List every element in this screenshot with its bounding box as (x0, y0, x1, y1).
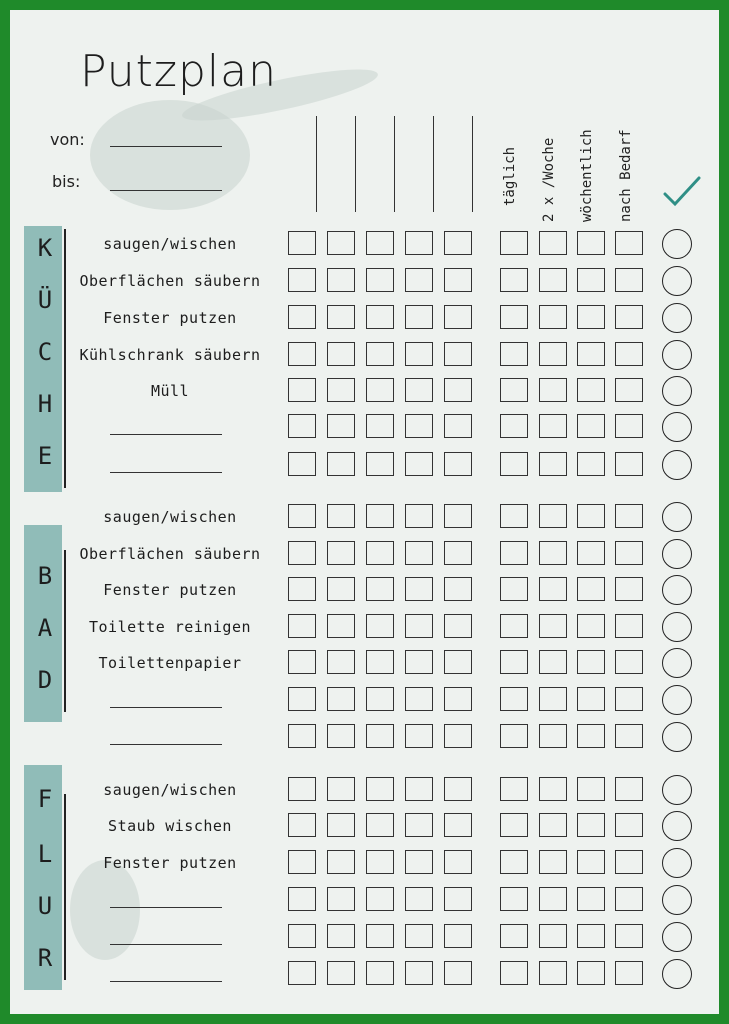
date-checkbox[interactable] (327, 577, 355, 601)
to-label: bis: (52, 172, 81, 191)
frequency-checkbox[interactable] (539, 650, 567, 674)
frequency-checkbox[interactable] (615, 378, 643, 402)
date-checkbox[interactable] (327, 777, 355, 801)
done-circle[interactable] (662, 502, 692, 532)
date-checkbox[interactable] (405, 452, 433, 476)
done-circle[interactable] (662, 811, 692, 841)
date-checkbox[interactable] (444, 850, 472, 874)
frequency-checkbox[interactable] (500, 577, 528, 601)
done-circle[interactable] (662, 575, 692, 605)
frequency-checkbox[interactable] (577, 452, 605, 476)
section-letter: K (37, 234, 53, 262)
frequency-checkbox[interactable] (577, 850, 605, 874)
frequency-checkbox[interactable] (615, 452, 643, 476)
cleaning-plan-sheet (10, 10, 719, 1014)
task-blank-line[interactable] (110, 434, 222, 435)
frequency-checkbox[interactable] (577, 231, 605, 255)
done-circle[interactable] (662, 775, 692, 805)
page-title: Putzplan (80, 46, 277, 97)
section-letter: Ü (37, 286, 53, 314)
task-blank-line[interactable] (110, 981, 222, 982)
date-checkbox[interactable] (366, 961, 394, 985)
date-checkbox[interactable] (444, 452, 472, 476)
date-checkbox[interactable] (444, 541, 472, 565)
date-checkbox[interactable] (405, 231, 433, 255)
date-checkbox[interactable] (405, 887, 433, 911)
frequency-checkbox[interactable] (577, 813, 605, 837)
frequency-checkbox[interactable] (615, 342, 643, 366)
frequency-checkbox[interactable] (500, 268, 528, 292)
frequency-checkbox[interactable] (577, 724, 605, 748)
date-checkbox[interactable] (405, 961, 433, 985)
date-checkbox[interactable] (366, 813, 394, 837)
date-checkbox[interactable] (288, 887, 316, 911)
date-checkbox[interactable] (327, 650, 355, 674)
date-checkbox[interactable] (288, 268, 316, 292)
frequency-checkbox[interactable] (500, 342, 528, 366)
date-checkbox[interactable] (288, 924, 316, 948)
frequency-checkbox[interactable] (500, 924, 528, 948)
frequency-checkbox[interactable] (615, 850, 643, 874)
frequency-checkbox[interactable] (615, 268, 643, 292)
date-checkbox[interactable] (288, 541, 316, 565)
section-letter: E (37, 442, 53, 470)
section-letter: L (37, 840, 53, 868)
section-letter: R (37, 944, 53, 972)
date-checkbox[interactable] (444, 813, 472, 837)
frequency-checkbox[interactable] (577, 614, 605, 638)
frequency-checkbox[interactable] (615, 687, 643, 711)
header-daily: täglich (502, 146, 518, 206)
frequency-checkbox[interactable] (577, 414, 605, 438)
frequency-checkbox[interactable] (539, 414, 567, 438)
date-checkbox[interactable] (405, 342, 433, 366)
date-checkbox[interactable] (366, 342, 394, 366)
date-checkbox[interactable] (288, 577, 316, 601)
task-label: Fenster putzen (103, 581, 237, 599)
date-checkbox[interactable] (444, 414, 472, 438)
task-label: Toilette reinigen (88, 618, 252, 636)
date-checkbox[interactable] (405, 724, 433, 748)
date-checkbox[interactable] (405, 813, 433, 837)
frequency-checkbox[interactable] (500, 777, 528, 801)
date-checkbox[interactable] (444, 378, 472, 402)
date-checkbox[interactable] (444, 961, 472, 985)
date-checkbox[interactable] (405, 504, 433, 528)
frequency-checkbox[interactable] (500, 541, 528, 565)
section-letter: A (37, 614, 53, 642)
frequency-checkbox[interactable] (615, 777, 643, 801)
frequency-checkbox[interactable] (577, 887, 605, 911)
date-checkbox[interactable] (444, 687, 472, 711)
done-circle[interactable] (662, 722, 692, 752)
date-checkbox[interactable] (288, 813, 316, 837)
date-column-divider (433, 116, 434, 212)
date-checkbox[interactable] (366, 887, 394, 911)
date-checkbox[interactable] (366, 724, 394, 748)
date-checkbox[interactable] (444, 231, 472, 255)
date-checkbox[interactable] (366, 687, 394, 711)
frequency-checkbox[interactable] (500, 724, 528, 748)
frequency-checkbox[interactable] (500, 887, 528, 911)
date-checkbox[interactable] (288, 452, 316, 476)
date-checkbox[interactable] (288, 342, 316, 366)
date-checkbox[interactable] (366, 541, 394, 565)
date-checkbox[interactable] (405, 777, 433, 801)
frequency-checkbox[interactable] (577, 961, 605, 985)
task-label: Müll (150, 382, 190, 400)
date-checkbox[interactable] (444, 305, 472, 329)
done-circle[interactable] (662, 340, 692, 370)
date-checkbox[interactable] (288, 687, 316, 711)
date-checkbox[interactable] (444, 777, 472, 801)
frequency-checkbox[interactable] (539, 961, 567, 985)
date-checkbox[interactable] (405, 414, 433, 438)
date-checkbox[interactable] (327, 961, 355, 985)
date-checkbox[interactable] (366, 231, 394, 255)
date-checkbox[interactable] (327, 414, 355, 438)
date-column-divider (355, 116, 356, 212)
header-twice-weekly: 2 x /Woche (541, 137, 557, 222)
section-divider (64, 229, 66, 488)
done-circle[interactable] (662, 612, 692, 642)
date-checkbox[interactable] (366, 614, 394, 638)
frequency-checkbox[interactable] (500, 850, 528, 874)
date-column-divider (394, 116, 395, 212)
frequency-checkbox[interactable] (577, 305, 605, 329)
frequency-checkbox[interactable] (500, 378, 528, 402)
frequency-checkbox[interactable] (500, 414, 528, 438)
frequency-checkbox[interactable] (500, 305, 528, 329)
date-checkbox[interactable] (366, 924, 394, 948)
date-checkbox[interactable] (366, 378, 394, 402)
frequency-checkbox[interactable] (577, 504, 605, 528)
section-letter: H (37, 390, 53, 418)
frequency-checkbox[interactable] (539, 777, 567, 801)
task-label: saugen/wischen (103, 781, 237, 799)
date-checkbox[interactable] (405, 924, 433, 948)
done-circle[interactable] (662, 922, 692, 952)
date-checkbox[interactable] (327, 687, 355, 711)
from-date-field[interactable] (110, 146, 222, 147)
task-blank-line[interactable] (110, 907, 222, 908)
date-checkbox[interactable] (405, 687, 433, 711)
section-divider (64, 794, 66, 980)
task-label: Kühlschrank säubern (79, 346, 261, 364)
date-checkbox[interactable] (288, 650, 316, 674)
frequency-checkbox[interactable] (615, 813, 643, 837)
frequency-checkbox[interactable] (539, 614, 567, 638)
frequency-checkbox[interactable] (539, 378, 567, 402)
paint-splash (70, 860, 140, 960)
date-checkbox[interactable] (327, 887, 355, 911)
date-checkbox[interactable] (327, 850, 355, 874)
done-circle[interactable] (662, 848, 692, 878)
task-label: Staub wischen (108, 817, 232, 835)
date-checkbox[interactable] (444, 724, 472, 748)
date-checkbox[interactable] (366, 504, 394, 528)
frequency-checkbox[interactable] (615, 504, 643, 528)
frequency-checkbox[interactable] (539, 687, 567, 711)
date-checkbox[interactable] (327, 342, 355, 366)
header-as-needed: nach Bedarf (618, 129, 634, 222)
date-checkbox[interactable] (444, 268, 472, 292)
date-checkbox[interactable] (288, 378, 316, 402)
frequency-checkbox[interactable] (500, 614, 528, 638)
date-checkbox[interactable] (327, 504, 355, 528)
task-label: Fenster putzen (103, 309, 237, 327)
date-checkbox[interactable] (327, 452, 355, 476)
frequency-checkbox[interactable] (539, 850, 567, 874)
date-checkbox[interactable] (405, 577, 433, 601)
date-checkbox[interactable] (366, 577, 394, 601)
frequency-checkbox[interactable] (539, 342, 567, 366)
frequency-checkbox[interactable] (615, 414, 643, 438)
frequency-checkbox[interactable] (500, 961, 528, 985)
task-label: saugen/wischen (103, 235, 237, 253)
to-date-field[interactable] (110, 190, 222, 191)
date-checkbox[interactable] (366, 777, 394, 801)
date-checkbox[interactable] (366, 650, 394, 674)
date-checkbox[interactable] (288, 777, 316, 801)
date-checkbox[interactable] (288, 231, 316, 255)
date-checkbox[interactable] (444, 887, 472, 911)
frequency-checkbox[interactable] (577, 541, 605, 565)
task-label: saugen/wischen (103, 508, 237, 526)
done-circle[interactable] (662, 648, 692, 678)
frequency-checkbox[interactable] (577, 577, 605, 601)
done-circle[interactable] (662, 685, 692, 715)
frequency-checkbox[interactable] (539, 452, 567, 476)
frequency-checkbox[interactable] (577, 777, 605, 801)
date-checkbox[interactable] (366, 268, 394, 292)
date-checkbox[interactable] (366, 850, 394, 874)
frequency-checkbox[interactable] (577, 342, 605, 366)
frequency-checkbox[interactable] (539, 887, 567, 911)
date-checkbox[interactable] (444, 504, 472, 528)
task-label: Fenster putzen (103, 854, 237, 872)
date-checkbox[interactable] (366, 414, 394, 438)
frequency-checkbox[interactable] (577, 650, 605, 674)
date-checkbox[interactable] (405, 541, 433, 565)
frequency-checkbox[interactable] (577, 268, 605, 292)
frequency-checkbox[interactable] (539, 305, 567, 329)
done-circle[interactable] (662, 450, 692, 480)
date-checkbox[interactable] (405, 305, 433, 329)
date-checkbox[interactable] (288, 614, 316, 638)
frequency-checkbox[interactable] (539, 541, 567, 565)
frequency-checkbox[interactable] (500, 687, 528, 711)
date-checkbox[interactable] (288, 305, 316, 329)
frequency-checkbox[interactable] (577, 687, 605, 711)
date-checkbox[interactable] (366, 452, 394, 476)
date-checkbox[interactable] (327, 231, 355, 255)
date-checkbox[interactable] (405, 378, 433, 402)
done-circle[interactable] (662, 885, 692, 915)
task-label: Oberflächen säubern (79, 545, 261, 563)
date-checkbox[interactable] (366, 305, 394, 329)
from-label: von: (50, 130, 85, 149)
date-column-divider (472, 116, 473, 212)
frequency-checkbox[interactable] (539, 924, 567, 948)
frequency-checkbox[interactable] (539, 724, 567, 748)
frequency-checkbox[interactable] (615, 541, 643, 565)
date-checkbox[interactable] (327, 378, 355, 402)
date-checkbox[interactable] (327, 614, 355, 638)
done-circle[interactable] (662, 539, 692, 569)
checkmark-icon (661, 174, 701, 208)
date-checkbox[interactable] (327, 305, 355, 329)
task-label: Toilettenpapier (98, 654, 242, 672)
frequency-checkbox[interactable] (615, 305, 643, 329)
frequency-checkbox[interactable] (615, 961, 643, 985)
section-letter: C (37, 338, 53, 366)
frequency-checkbox[interactable] (500, 813, 528, 837)
date-checkbox[interactable] (288, 961, 316, 985)
date-checkbox[interactable] (444, 342, 472, 366)
frequency-checkbox[interactable] (539, 813, 567, 837)
section-letter: F (37, 785, 53, 813)
done-circle[interactable] (662, 266, 692, 296)
frequency-checkbox[interactable] (500, 650, 528, 674)
date-checkbox[interactable] (444, 924, 472, 948)
task-blank-line[interactable] (110, 707, 222, 708)
frequency-checkbox[interactable] (500, 231, 528, 255)
date-checkbox[interactable] (327, 541, 355, 565)
section-letter: U (37, 892, 53, 920)
frequency-checkbox[interactable] (500, 504, 528, 528)
date-checkbox[interactable] (327, 924, 355, 948)
date-checkbox[interactable] (288, 414, 316, 438)
date-checkbox[interactable] (444, 650, 472, 674)
frequency-checkbox[interactable] (615, 614, 643, 638)
done-circle[interactable] (662, 303, 692, 333)
frequency-checkbox[interactable] (615, 724, 643, 748)
frequency-checkbox[interactable] (577, 378, 605, 402)
date-checkbox[interactable] (405, 614, 433, 638)
section-divider (64, 550, 66, 712)
task-blank-line[interactable] (110, 944, 222, 945)
date-checkbox[interactable] (288, 724, 316, 748)
frequency-checkbox[interactable] (577, 924, 605, 948)
done-circle[interactable] (662, 412, 692, 442)
task-blank-line[interactable] (110, 472, 222, 473)
date-checkbox[interactable] (327, 268, 355, 292)
date-checkbox[interactable] (405, 268, 433, 292)
frequency-checkbox[interactable] (615, 577, 643, 601)
date-checkbox[interactable] (327, 813, 355, 837)
header-weekly: wöchentlich (579, 129, 595, 222)
frequency-checkbox[interactable] (539, 268, 567, 292)
task-blank-line[interactable] (110, 744, 222, 745)
date-checkbox[interactable] (405, 650, 433, 674)
frequency-checkbox[interactable] (615, 231, 643, 255)
frequency-checkbox[interactable] (539, 577, 567, 601)
frequency-checkbox[interactable] (615, 650, 643, 674)
frequency-checkbox[interactable] (615, 924, 643, 948)
date-checkbox[interactable] (405, 850, 433, 874)
date-column-divider (316, 116, 317, 212)
done-circle[interactable] (662, 959, 692, 989)
date-checkbox[interactable] (288, 504, 316, 528)
date-checkbox[interactable] (288, 850, 316, 874)
task-label: Oberflächen säubern (79, 272, 261, 290)
date-checkbox[interactable] (327, 724, 355, 748)
frequency-checkbox[interactable] (539, 504, 567, 528)
frequency-checkbox[interactable] (615, 887, 643, 911)
frequency-checkbox[interactable] (539, 231, 567, 255)
section-letter: D (37, 666, 53, 694)
frequency-checkbox[interactable] (500, 452, 528, 476)
date-checkbox[interactable] (444, 614, 472, 638)
done-circle[interactable] (662, 229, 692, 259)
section-letter: B (37, 562, 53, 590)
date-checkbox[interactable] (444, 577, 472, 601)
done-circle[interactable] (662, 376, 692, 406)
